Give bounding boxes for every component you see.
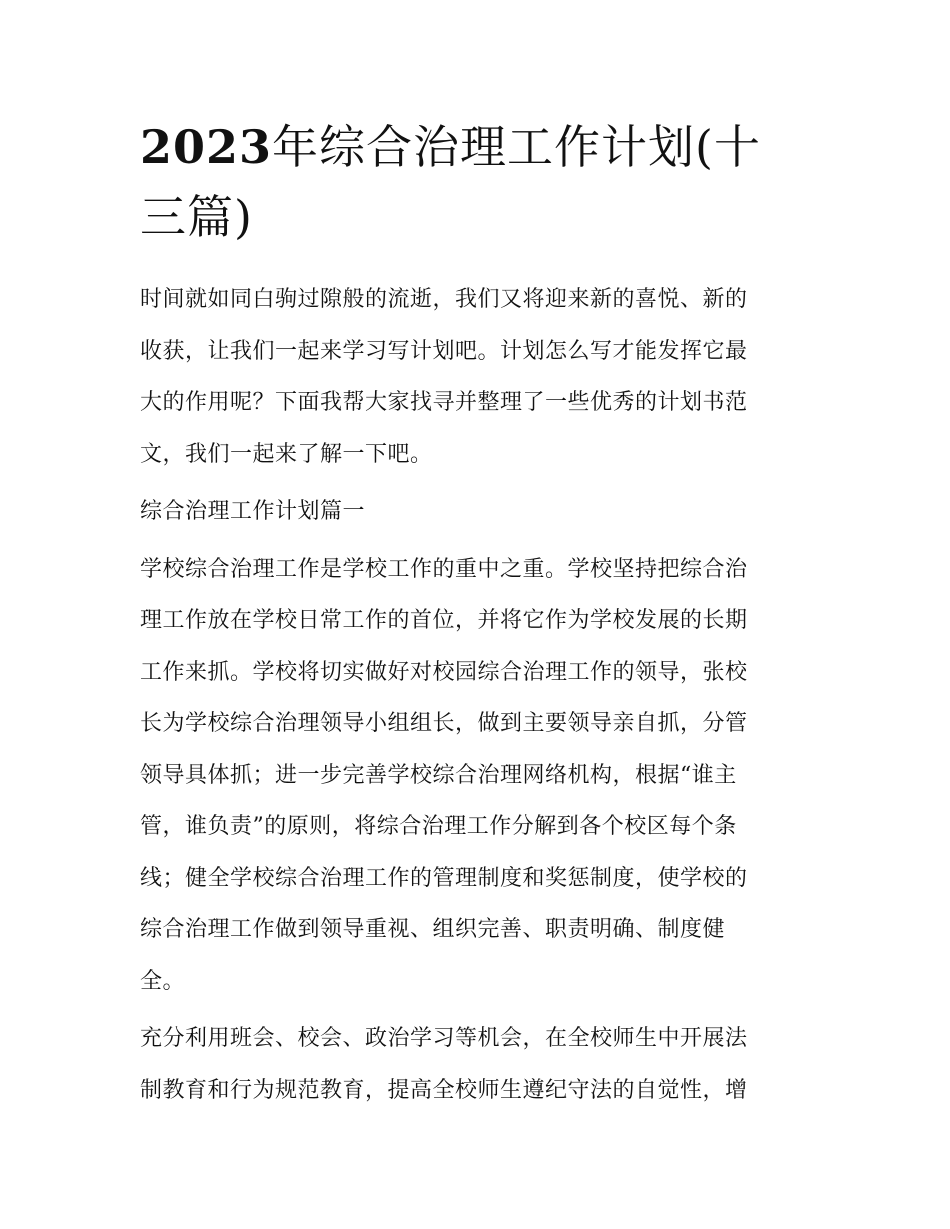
document-body <box>140 274 820 1116</box>
document-title <box>140 112 820 252</box>
document-page <box>140 112 820 1122</box>
intro-paragraph: 时间就如同白驹过隙般的流逝，我们又将迎来新的喜悦、新的 收获，让我们一起来学习写计划吧。计划怎么写才能发挥它最 大的作用呢？下面我帮大家找寻并整理了一些优秀的计划书范 文，我们一起来了解一下吧。 <box>140 287 748 467</box>
body-paragraph: 学校综合治理工作是学校工作的重中之重。学校坚持把综合治 理工作放在学校日常工作的首位，并将它作为学校发展的长期 工作来抓。学校将切实做好对校园综合治理工作的领导，张校 长为学校综合治理领导小组组长，做到主要领导亲自抓，分管 领导具体抓；进一步完善学校综合治理网络机构，根据“谁主 管，谁负责”的原则，将综合治理工作分解到各个校区每个条 线；健全学校综合治理工作的管理制度和奖惩制度，使学校的 综合治理工作做到领导重视、组织完善、职责明确、制度健 全。 <box>140 556 748 994</box>
section-heading: 综合治理工作计划篇一 <box>140 499 366 524</box>
title-year: 2023 <box>140 120 273 174</box>
title-text: 年综合治理工作计划(十 三篇) <box>140 120 761 244</box>
body-paragraph: 充分利用班会、校会、政治学习等机会，在全校师生中开展法 制教育和行为规范教育，提高全校师生遵纪守法的自觉性，增 <box>140 1026 748 1103</box>
